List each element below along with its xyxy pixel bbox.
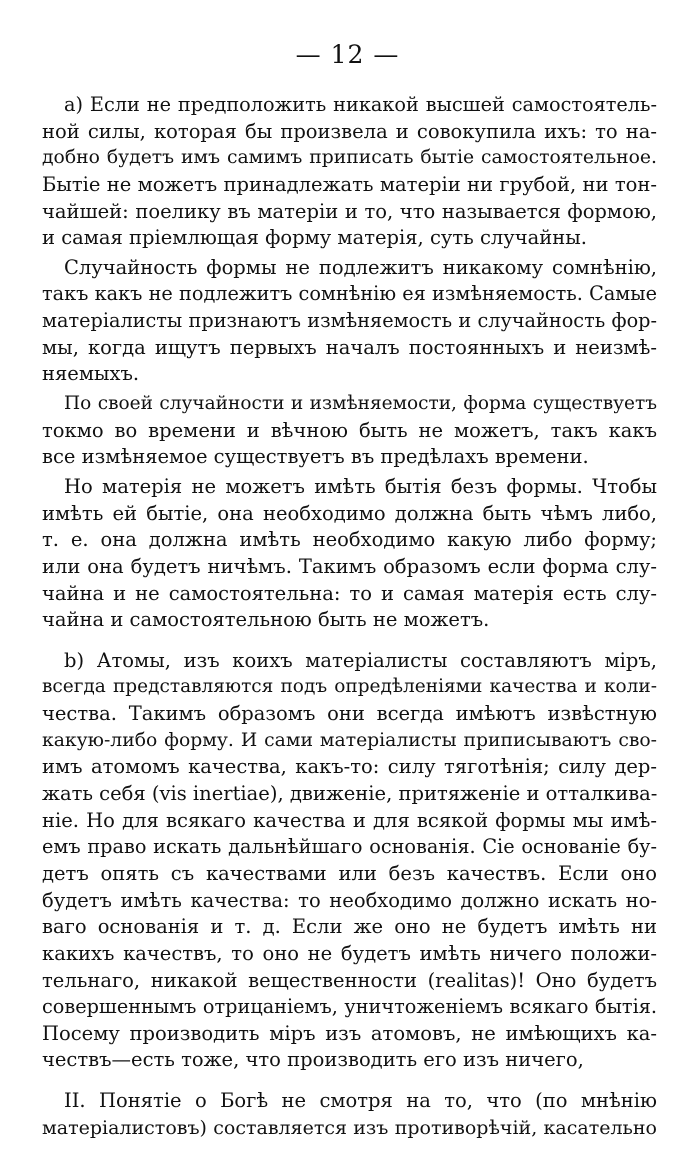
text-line: всегда представляются подъ опредѣленіями качества и коли- [42,676,657,698]
paragraph-ii [42,1088,657,1141]
text-line: мы, когда ищутъ первыхъ началъ постоянныхъ и неизмѣ- [42,335,657,359]
paragraph-b [42,648,657,1074]
text-line: Но матерія не можетъ имѣть бытія безъ формы. Чтобы [64,474,657,498]
text-line: b) Атомы, изъ коихъ матеріалисты составляютъ міръ, [64,648,657,672]
text-line: Бытіе не можетъ принадлежать матеріи ни грубой, ни тон- [42,172,657,196]
text-line: По своей случайности и измѣняемости, форма существуетъ [64,393,657,415]
text-line: чества. Такимъ образомъ они всегда имѣютъ извѣстную [42,702,657,726]
text-line: ной силы, которая бы произвела и совокупила ихъ: то на- [42,119,657,143]
text-line: какихъ качествъ, то оно не будетъ имѣть ничего положи- [42,941,657,965]
text-line: все измѣняемое существуетъ въ предѣлахъ времени. [42,445,589,469]
paragraph-matter [42,474,657,634]
text-line: емъ право искать дальнѣйшаго основанія. Сіе основаніе бу- [42,835,657,859]
text-line: и самая пріемлющая форму матерія, суть случайны. [42,226,587,250]
text-line: имѣть ей бытіе, она необходимо должна быть чѣмъ либо, [42,501,657,525]
text-line: Посему производить міръ изъ атомовъ, не имѣющихъ ка- [42,1021,657,1045]
paragraph-time [42,391,657,471]
text-line: чайна и не самостоятельна: то и самая матерія есть слу- [42,581,657,605]
text-line: или она будетъ ничѣмъ. Такимъ образомъ если форма слу- [42,554,657,578]
text-line: будетъ имѣть качества: то необходимо должно искать но- [42,888,657,912]
text-line: т. е. она должна имѣть необходимо какую либо форму; [42,528,657,552]
text-line: имъ атомомъ качества, какъ-то: силу тяготѣнія; силу дер- [42,755,657,779]
page-number: — 12 — [295,40,400,69]
text-line: ніе. Но для всякаго качества и для всякой формы мы имѣ- [42,808,657,832]
text-line: токмо во времени и вѣчною быть не можетъ, такъ какъ [42,418,657,442]
text-line: тельнаго, никакой вещественности (realitas)! Оно будетъ [42,968,657,992]
text-line: II. Понятіе о Богѣ не смотря на то, что (по мнѣнію [64,1089,657,1113]
paragraph-a [42,92,657,252]
text-line: чествъ—есть тоже, что производить его изъ ничего, [42,1048,584,1072]
text-line: ваго основанія и т. д. Если же оно не будетъ имѣть ни [42,915,657,939]
text-line: Случайность формы не подлежитъ никакому сомнѣнію, [64,255,657,279]
text-line: какую-либо форму. И сами матеріалисты приписываютъ сво- [42,729,657,751]
text-line: а) Если не предположить никакой высшей самостоятель- [64,93,657,116]
text-line: жать себя (vis inertiae), движеніе, притяженіе и отталкива- [42,782,658,806]
page-text [42,92,657,1141]
text-line: совершеннымъ отрицаніемъ, уничтоженіемъ всякаго бытія. [42,995,657,1019]
text-line: чайшей: поелику въ матеріи и то, что называется формою, [42,199,657,223]
text-line: матеріалистовъ) составляется изъ противорѣчій, касательно [42,1116,657,1139]
text-line: такъ какъ не подлежитъ сомнѣнію ея измѣняемость. Самые [42,282,657,306]
text-line: детъ опять съ качествами или безъ качествъ. Если оно [42,861,657,885]
text-line: чайна и самостоятельною быть не можетъ. [42,608,490,632]
text-line: няемыхъ. [42,362,140,386]
text-line: матеріалисты признаютъ измѣняемость и случайность фор- [42,309,657,333]
text-line: добно будетъ имъ самимъ приписать бытіе самостоятельное. [42,147,657,169]
paragraph-form-contingency [42,255,657,388]
